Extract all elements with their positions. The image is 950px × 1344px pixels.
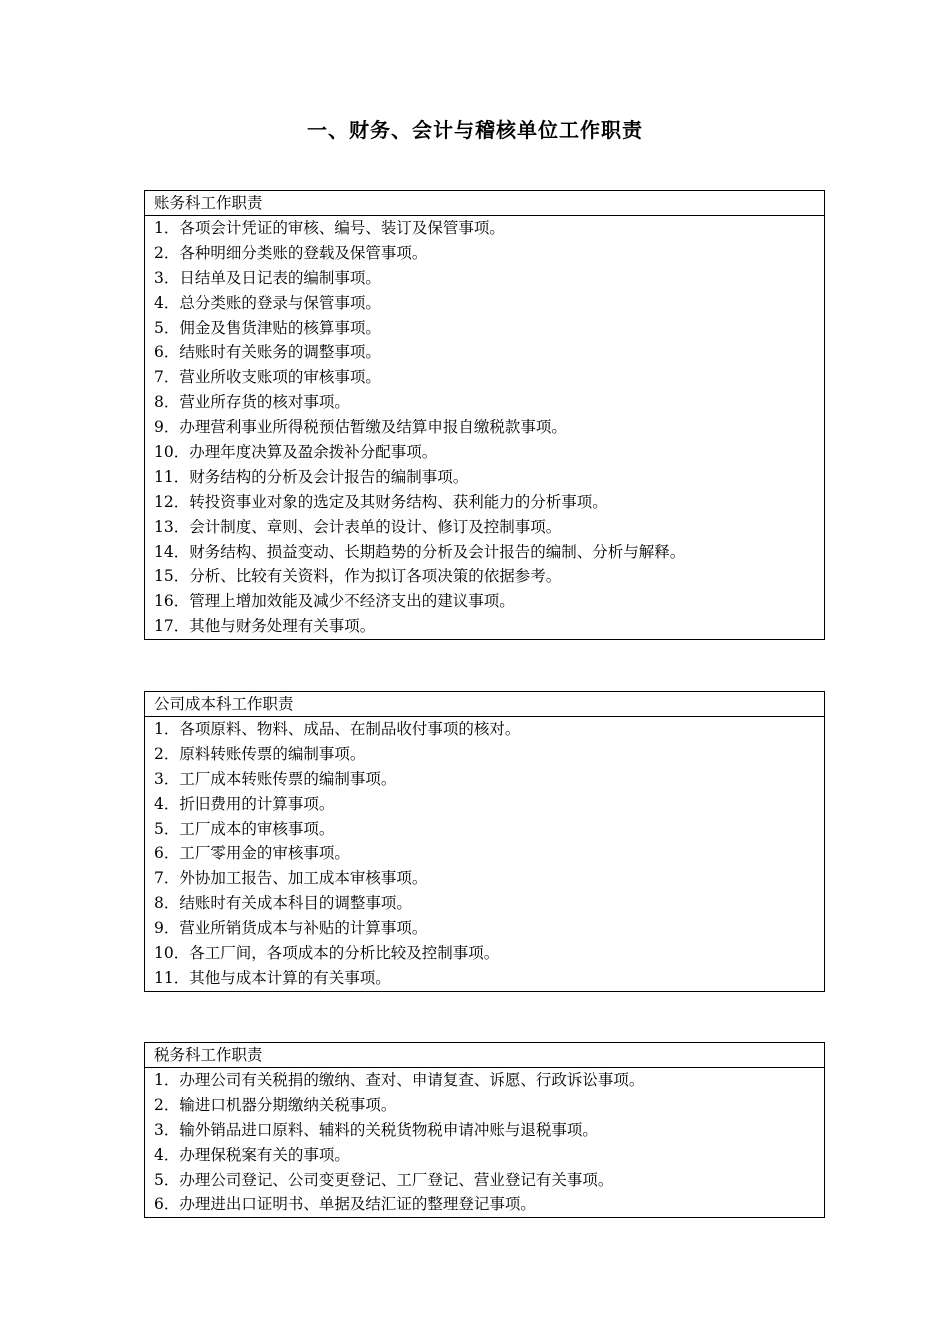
list-item: 1．各项会计凭证的审核、编号、装订及保管事项。	[154, 219, 505, 237]
section-header: 账务科工作职责	[145, 191, 824, 216]
tax-section	[144, 1042, 825, 1218]
list-item: 5．办理公司登记、公司变更登记、工厂登记、营业登记有关事项。	[154, 1170, 614, 1189]
list-item: 2．各种明细分类账的登载及保管事项。	[154, 243, 428, 262]
list-item: 14．财务结构、损益变动、长期趋势的分析及会计报告的编制、分析与解释。	[154, 542, 686, 561]
list-item: 3．工厂成本转账传票的编制事项。	[154, 769, 397, 788]
list-item: 2．输进口机器分期缴纳关税事项。	[154, 1095, 397, 1114]
list-item: 2．原料转账传票的编制事项。	[154, 744, 366, 763]
duty-list	[145, 216, 824, 639]
section-header: 公司成本科工作职责	[145, 692, 824, 717]
list-item: 4．折旧费用的计算事项。	[154, 794, 335, 813]
list-item: 11．其他与成本计算的有关事项。	[154, 968, 391, 987]
list-item: 6．办理进出口证明书、单据及结汇证的整理登记事项。	[154, 1195, 536, 1214]
list-item: 6．工厂零用金的审核事项。	[154, 844, 350, 863]
list-item: 13．会计制度、章则、会计表单的设计、修订及控制事项。	[154, 517, 562, 536]
list-item: 3．输外销品进口原料、辅料的关税货物税申请冲账与退税事项。	[154, 1120, 598, 1139]
list-item: 9．办理营利事业所得税预估暂缴及结算申报自缴税款事项。	[154, 418, 567, 437]
list-item: 1．各项原料、物料、成品、在制品收付事项的核对。	[154, 720, 521, 738]
section-header: 税务科工作职责	[145, 1043, 824, 1068]
list-item: 5．工厂成本的审核事项。	[154, 819, 335, 838]
list-item: 17．其他与财务处理有关事项。	[154, 617, 376, 636]
list-item: 8．营业所存货的核对事项。	[154, 393, 350, 412]
duty-list	[145, 717, 824, 991]
list-item: 5．佣金及售货津贴的核算事项。	[154, 318, 381, 337]
list-item: 11．财务结构的分析及会计报告的编制事项。	[154, 467, 469, 486]
list-item: 6．结账时有关账务的调整事项。	[154, 343, 381, 362]
list-item: 10．办理年度决算及盈余拨补分配事项。	[154, 443, 438, 462]
list-item: 16．管理上增加效能及减少不经济支出的建议事项。	[154, 592, 515, 611]
list-item: 8．结账时有关成本科目的调整事项。	[154, 894, 412, 913]
list-item: 7．营业所收支账项的审核事项。	[154, 368, 381, 387]
list-item: 9．营业所销货成本与补贴的计算事项。	[154, 919, 428, 938]
list-item: 7．外协加工报告、加工成本审核事项。	[154, 869, 428, 888]
accounting-section	[144, 190, 825, 640]
list-item: 10．各工厂间，各项成本的分析比较及控制事项。	[154, 944, 500, 963]
page-title: 一、财务、会计与稽核单位工作职责	[307, 118, 643, 142]
list-item: 3．日结单及日记表的编制事项。	[154, 268, 381, 287]
duty-list	[145, 1068, 824, 1217]
cost-section	[144, 691, 825, 992]
list-item: 12．转投资事业对象的选定及其财务结构、获利能力的分析事项。	[154, 492, 608, 511]
list-item: 4．总分类账的登录与保管事项。	[154, 293, 381, 312]
list-item: 4．办理保税案有关的事项。	[154, 1145, 350, 1164]
list-item: 15．分析、比较有关资料，作为拟订各项决策的依据参考。	[154, 567, 562, 586]
list-item: 1．办理公司有关税捐的缴纳、查对、申请复查、诉愿、行政诉讼事项。	[154, 1071, 645, 1089]
